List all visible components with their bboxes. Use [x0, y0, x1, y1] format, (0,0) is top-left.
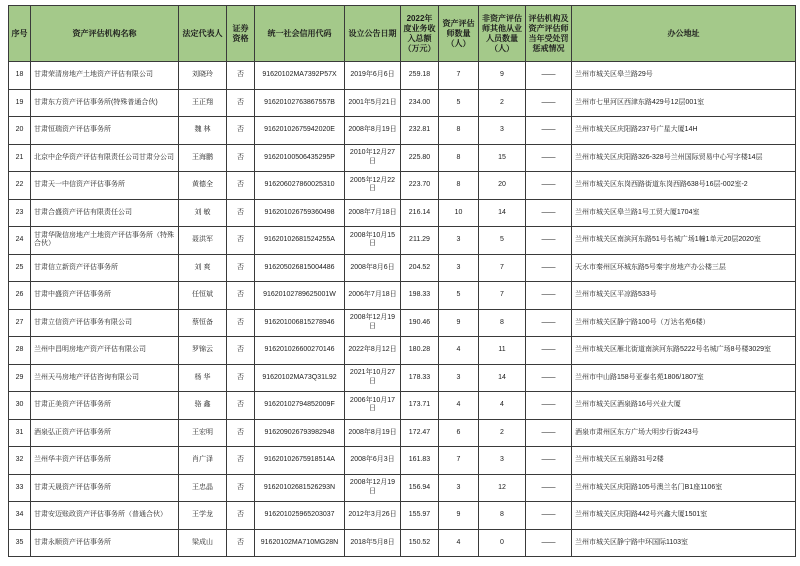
- cell-securities-qualification: 否: [227, 172, 255, 200]
- cell-announcement-date: 2008年6月3日: [345, 447, 401, 475]
- cell-agency-name: 甘肃中盛资产评估事务所: [31, 282, 179, 310]
- cell-office-address: 兰州市城关区庆阳路442号兴鑫大厦1501室: [572, 502, 796, 530]
- cell-penalty-status: ——: [526, 419, 572, 447]
- cell-office-address: 酒泉市肃州区东方广场大明步行街243号: [572, 419, 796, 447]
- cell-securities-qualification: 否: [227, 419, 255, 447]
- cell-2022-income: 173.71: [401, 392, 439, 420]
- cell-announcement-date: 2005年12月22日: [345, 172, 401, 200]
- cell-office-address: 兰州市城关区南滨河东路51号名城广场1幢1单元20层2020室: [572, 227, 796, 255]
- cell-appraiser-count: 4: [439, 392, 479, 420]
- cell-agency-name: 北京中企华资产评估有限责任公司甘肃分公司: [31, 144, 179, 172]
- cell-appraiser-count: 3: [439, 364, 479, 392]
- cell-penalty-status: ——: [526, 172, 572, 200]
- cell-penalty-status: ——: [526, 337, 572, 365]
- cell-other-staff-count: 8: [479, 309, 526, 337]
- cell-other-staff-count: 11: [479, 337, 526, 365]
- cell-credit-code: 91620102789625001W: [255, 282, 345, 310]
- cell-serial-number: 20: [9, 117, 31, 145]
- cell-credit-code: 916201026600270146: [255, 337, 345, 365]
- table-row: [9, 144, 796, 172]
- cell-agency-name: 酒泉弘正资产评估事务所: [31, 419, 179, 447]
- cell-announcement-date: 2008年8月19日: [345, 419, 401, 447]
- cell-2022-income: 161.83: [401, 447, 439, 475]
- cell-securities-qualification: 否: [227, 144, 255, 172]
- cell-agency-name: 甘肃东方资产评估事务所(特殊普通合伙): [31, 89, 179, 117]
- cell-appraiser-count: 6: [439, 419, 479, 447]
- cell-other-staff-count: 8: [479, 502, 526, 530]
- cell-serial-number: 30: [9, 392, 31, 420]
- cell-agency-name: 甘肃永顺资产评估事务所: [31, 529, 179, 557]
- cell-credit-code: 91620102MA7392P57X: [255, 62, 345, 90]
- cell-penalty-status: ——: [526, 529, 572, 557]
- cell-securities-qualification: 否: [227, 89, 255, 117]
- header-agency-name: 资产评估机构名称: [31, 6, 179, 62]
- table-body: [9, 62, 796, 557]
- cell-penalty-status: ——: [526, 447, 572, 475]
- cell-announcement-date: 2008年8月6日: [345, 254, 401, 282]
- cell-announcement-date: 2021年10月27日: [345, 364, 401, 392]
- cell-agency-name: 甘肃天晟资产评估事务所: [31, 474, 179, 502]
- table-row: [9, 419, 796, 447]
- cell-serial-number: 29: [9, 364, 31, 392]
- cell-credit-code: 916201026759360498: [255, 199, 345, 227]
- cell-legal-representative: 王海鹏: [179, 144, 227, 172]
- cell-office-address: 兰州市城关区平凉路533号: [572, 282, 796, 310]
- cell-legal-representative: 魏 林: [179, 117, 227, 145]
- cell-other-staff-count: 3: [479, 447, 526, 475]
- cell-other-staff-count: 4: [479, 392, 526, 420]
- cell-credit-code: 91620102681524255A: [255, 227, 345, 255]
- cell-credit-code: 91620102681526293N: [255, 474, 345, 502]
- table-row: [9, 309, 796, 337]
- cell-2022-income: 156.94: [401, 474, 439, 502]
- cell-appraiser-count: 8: [439, 172, 479, 200]
- header-2022-income: 2022年度业务收入总额（万元）: [401, 6, 439, 62]
- cell-appraiser-count: 4: [439, 529, 479, 557]
- table-row: [9, 282, 796, 310]
- cell-announcement-date: 2022年8月12日: [345, 337, 401, 365]
- cell-serial-number: 26: [9, 282, 31, 310]
- cell-agency-name: 兰州华丰资产评估事务所: [31, 447, 179, 475]
- cell-office-address: 兰州市城关区皋兰路1号工贸大厦1704室: [572, 199, 796, 227]
- cell-serial-number: 19: [9, 89, 31, 117]
- cell-announcement-date: 2008年12月19日: [345, 474, 401, 502]
- cell-penalty-status: ——: [526, 502, 572, 530]
- cell-penalty-status: ——: [526, 199, 572, 227]
- cell-serial-number: 31: [9, 419, 31, 447]
- cell-office-address: 兰州市城关区皋兰路29号: [572, 62, 796, 90]
- cell-agency-name: 兰州天马房地产评估咨询有限公司: [31, 364, 179, 392]
- cell-2022-income: 204.52: [401, 254, 439, 282]
- cell-penalty-status: ——: [526, 117, 572, 145]
- cell-office-address: 兰州市城关区雁北街道南滨河东路5222号名城广场8号楼3029室: [572, 337, 796, 365]
- header-credit-code: 统一社会信用代码: [255, 6, 345, 62]
- cell-appraiser-count: 9: [439, 502, 479, 530]
- table-row: [9, 62, 796, 90]
- cell-securities-qualification: 否: [227, 117, 255, 145]
- cell-serial-number: 25: [9, 254, 31, 282]
- cell-office-address: 兰州市城关区酒泉路16号兴业大厦: [572, 392, 796, 420]
- cell-announcement-date: 2008年12月19日: [345, 309, 401, 337]
- cell-appraiser-count: 10: [439, 199, 479, 227]
- cell-serial-number: 35: [9, 529, 31, 557]
- cell-announcement-date: 2012年3月26日: [345, 502, 401, 530]
- cell-2022-income: 190.46: [401, 309, 439, 337]
- cell-announcement-date: 2019年6月6日: [345, 62, 401, 90]
- cell-penalty-status: ——: [526, 392, 572, 420]
- cell-securities-qualification: 否: [227, 282, 255, 310]
- cell-serial-number: 21: [9, 144, 31, 172]
- cell-serial-number: 23: [9, 199, 31, 227]
- cell-announcement-date: 2018年5月8日: [345, 529, 401, 557]
- cell-serial-number: 27: [9, 309, 31, 337]
- cell-announcement-date: 2010年12月27日: [345, 144, 401, 172]
- table-row: [9, 227, 796, 255]
- cell-appraiser-count: 7: [439, 447, 479, 475]
- cell-legal-representative: 任恒斌: [179, 282, 227, 310]
- header-other-staff-count: 非资产评估师其他从业人员数量（人）: [479, 6, 526, 62]
- header-office-address: 办公地址: [572, 6, 796, 62]
- cell-office-address: 兰州市城关区庆阳路326-328号兰州国际贸易中心写字楼14层: [572, 144, 796, 172]
- header-legal-representative: 法定代表人: [179, 6, 227, 62]
- table-row: [9, 447, 796, 475]
- cell-legal-representative: 骆 鑫: [179, 392, 227, 420]
- cell-penalty-status: ——: [526, 282, 572, 310]
- cell-securities-qualification: 否: [227, 447, 255, 475]
- cell-legal-representative: 王正翔: [179, 89, 227, 117]
- cell-agency-name: 甘肃立信资产评估事务有限公司: [31, 309, 179, 337]
- cell-penalty-status: ——: [526, 89, 572, 117]
- cell-credit-code: 91620102MA710MG28N: [255, 529, 345, 557]
- cell-agency-name: 甘肃恒瑞资产评估事务所: [31, 117, 179, 145]
- cell-other-staff-count: 14: [479, 364, 526, 392]
- table-row: [9, 199, 796, 227]
- cell-securities-qualification: 否: [227, 227, 255, 255]
- cell-securities-qualification: 否: [227, 529, 255, 557]
- cell-credit-code: 91620102763867557B: [255, 89, 345, 117]
- cell-other-staff-count: 7: [479, 254, 526, 282]
- cell-serial-number: 24: [9, 227, 31, 255]
- cell-legal-representative: 罗锦云: [179, 337, 227, 365]
- cell-agency-name: 甘肃正美资产评估事务所: [31, 392, 179, 420]
- cell-credit-code: 916205026815004486: [255, 254, 345, 282]
- cell-serial-number: 18: [9, 62, 31, 90]
- table-row: [9, 254, 796, 282]
- cell-securities-qualification: 否: [227, 309, 255, 337]
- cell-announcement-date: 2006年7月18日: [345, 282, 401, 310]
- cell-legal-representative: 梁成山: [179, 529, 227, 557]
- cell-penalty-status: ——: [526, 144, 572, 172]
- cell-office-address: 天水市秦州区环城东路5号秦宇房地产办公楼三层: [572, 254, 796, 282]
- cell-office-address: 兰州市七里河区西津东路429号12层001室: [572, 89, 796, 117]
- cell-penalty-status: ——: [526, 254, 572, 282]
- header-announcement-date: 设立公告日期: [345, 6, 401, 62]
- cell-serial-number: 28: [9, 337, 31, 365]
- cell-appraiser-count: 5: [439, 89, 479, 117]
- cell-office-address: 兰州市城关区庆阳路237号广星大厦14H: [572, 117, 796, 145]
- cell-serial-number: 33: [9, 474, 31, 502]
- header-penalty-status: 评估机构及资产评估师当年受处罚惩戒情况: [526, 6, 572, 62]
- cell-announcement-date: 2008年8月19日: [345, 117, 401, 145]
- cell-legal-representative: 杨 华: [179, 364, 227, 392]
- cell-legal-representative: 聂洪军: [179, 227, 227, 255]
- cell-securities-qualification: 否: [227, 474, 255, 502]
- table-row: [9, 529, 796, 557]
- cell-penalty-status: ——: [526, 309, 572, 337]
- table-row: [9, 337, 796, 365]
- cell-other-staff-count: 14: [479, 199, 526, 227]
- cell-legal-representative: 刘 爽: [179, 254, 227, 282]
- cell-announcement-date: 2008年7月18日: [345, 199, 401, 227]
- cell-announcement-date: 2006年10月17日: [345, 392, 401, 420]
- cell-credit-code: 91620102675918514A: [255, 447, 345, 475]
- cell-credit-code: 916201006815278946: [255, 309, 345, 337]
- cell-2022-income: 178.33: [401, 364, 439, 392]
- header-serial-number: 序号: [9, 6, 31, 62]
- cell-appraiser-count: 3: [439, 254, 479, 282]
- cell-2022-income: 198.33: [401, 282, 439, 310]
- cell-serial-number: 32: [9, 447, 31, 475]
- header-securities-qualification: 证券资格: [227, 6, 255, 62]
- cell-agency-name: 甘肃华陇信房地产土地资产评估事务所（特殊合伙）: [31, 227, 179, 255]
- cell-credit-code: 916206027860025310: [255, 172, 345, 200]
- cell-legal-representative: 黄德全: [179, 172, 227, 200]
- cell-securities-qualification: 否: [227, 337, 255, 365]
- cell-2022-income: 155.97: [401, 502, 439, 530]
- cell-office-address: 兰州市城关区庆阳路105号澳兰名门B1座1106室: [572, 474, 796, 502]
- cell-penalty-status: ——: [526, 227, 572, 255]
- cell-2022-income: 234.00: [401, 89, 439, 117]
- cell-legal-representative: 王忠晶: [179, 474, 227, 502]
- cell-other-staff-count: 7: [479, 282, 526, 310]
- cell-legal-representative: 蔡恒备: [179, 309, 227, 337]
- cell-credit-code: 91620100506435295P: [255, 144, 345, 172]
- cell-2022-income: 216.14: [401, 199, 439, 227]
- cell-other-staff-count: 9: [479, 62, 526, 90]
- cell-other-staff-count: 5: [479, 227, 526, 255]
- cell-agency-name: 甘肃合盛资产评估有限责任公司: [31, 199, 179, 227]
- cell-other-staff-count: 2: [479, 89, 526, 117]
- cell-securities-qualification: 否: [227, 254, 255, 282]
- cell-2022-income: 232.81: [401, 117, 439, 145]
- cell-2022-income: 211.29: [401, 227, 439, 255]
- cell-securities-qualification: 否: [227, 199, 255, 227]
- cell-legal-representative: 王学龙: [179, 502, 227, 530]
- cell-announcement-date: 2001年5月21日: [345, 89, 401, 117]
- cell-agency-name: 甘肃安迈账政资产评估事务所（普通合伙）: [31, 502, 179, 530]
- cell-appraiser-count: 8: [439, 144, 479, 172]
- cell-penalty-status: ——: [526, 474, 572, 502]
- cell-office-address: 兰州市城关区五泉路31号2楼: [572, 447, 796, 475]
- table-row: [9, 392, 796, 420]
- table-row: [9, 172, 796, 200]
- cell-appraiser-count: 9: [439, 309, 479, 337]
- cell-appraiser-count: 4: [439, 337, 479, 365]
- cell-other-staff-count: 12: [479, 474, 526, 502]
- cell-credit-code: 916201025965203037: [255, 502, 345, 530]
- header-row: [9, 6, 796, 62]
- cell-serial-number: 34: [9, 502, 31, 530]
- cell-appraiser-count: 7: [439, 62, 479, 90]
- cell-appraiser-count: 3: [439, 227, 479, 255]
- cell-credit-code: 91620102675942020E: [255, 117, 345, 145]
- cell-2022-income: 223.70: [401, 172, 439, 200]
- cell-legal-representative: 肖广泽: [179, 447, 227, 475]
- cell-office-address: 兰州市城关区静宁路100号（万达名苑6楼）: [572, 309, 796, 337]
- cell-office-address: 兰州市城关区静宁路中环国际1103室: [572, 529, 796, 557]
- cell-securities-qualification: 否: [227, 392, 255, 420]
- cell-serial-number: 22: [9, 172, 31, 200]
- cell-other-staff-count: 15: [479, 144, 526, 172]
- cell-2022-income: 172.47: [401, 419, 439, 447]
- cell-appraiser-count: 5: [439, 282, 479, 310]
- appraisal-agencies-table: [8, 5, 796, 557]
- cell-agency-name: 甘肃天一中信资产评估事务所: [31, 172, 179, 200]
- table-row: [9, 502, 796, 530]
- cell-agency-name: 甘肃信立新资产评估事务所: [31, 254, 179, 282]
- cell-appraiser-count: 8: [439, 117, 479, 145]
- table-row: [9, 364, 796, 392]
- cell-credit-code: 916209026793982948: [255, 419, 345, 447]
- cell-legal-representative: 王宏明: [179, 419, 227, 447]
- cell-credit-code: 91620102MA73Q31L92: [255, 364, 345, 392]
- cell-2022-income: 259.18: [401, 62, 439, 90]
- cell-2022-income: 150.52: [401, 529, 439, 557]
- cell-legal-representative: 刘晓玲: [179, 62, 227, 90]
- cell-securities-qualification: 否: [227, 502, 255, 530]
- cell-2022-income: 225.80: [401, 144, 439, 172]
- cell-2022-income: 180.28: [401, 337, 439, 365]
- cell-other-staff-count: 20: [479, 172, 526, 200]
- cell-penalty-status: ——: [526, 62, 572, 90]
- table-row: [9, 89, 796, 117]
- cell-agency-name: 兰州中昌明房地产资产评估有限公司: [31, 337, 179, 365]
- header-appraiser-count: 资产评估师数量（人）: [439, 6, 479, 62]
- cell-announcement-date: 2008年10月15日: [345, 227, 401, 255]
- cell-securities-qualification: 否: [227, 364, 255, 392]
- cell-credit-code: 91620102794852009F: [255, 392, 345, 420]
- cell-other-staff-count: 3: [479, 117, 526, 145]
- cell-other-staff-count: 0: [479, 529, 526, 557]
- table-row: [9, 117, 796, 145]
- cell-legal-representative: 刘 敏: [179, 199, 227, 227]
- cell-appraiser-count: 3: [439, 474, 479, 502]
- cell-office-address: 兰州市中山路158号亚泰名苑1806/1807室: [572, 364, 796, 392]
- cell-securities-qualification: 否: [227, 62, 255, 90]
- cell-penalty-status: ——: [526, 364, 572, 392]
- cell-agency-name: 甘肃荣清房地产土地资产评估有限公司: [31, 62, 179, 90]
- table-row: [9, 474, 796, 502]
- cell-office-address: 兰州市城关区东岗西路街道东岗西路638号16层-002室-2: [572, 172, 796, 200]
- cell-other-staff-count: 2: [479, 419, 526, 447]
